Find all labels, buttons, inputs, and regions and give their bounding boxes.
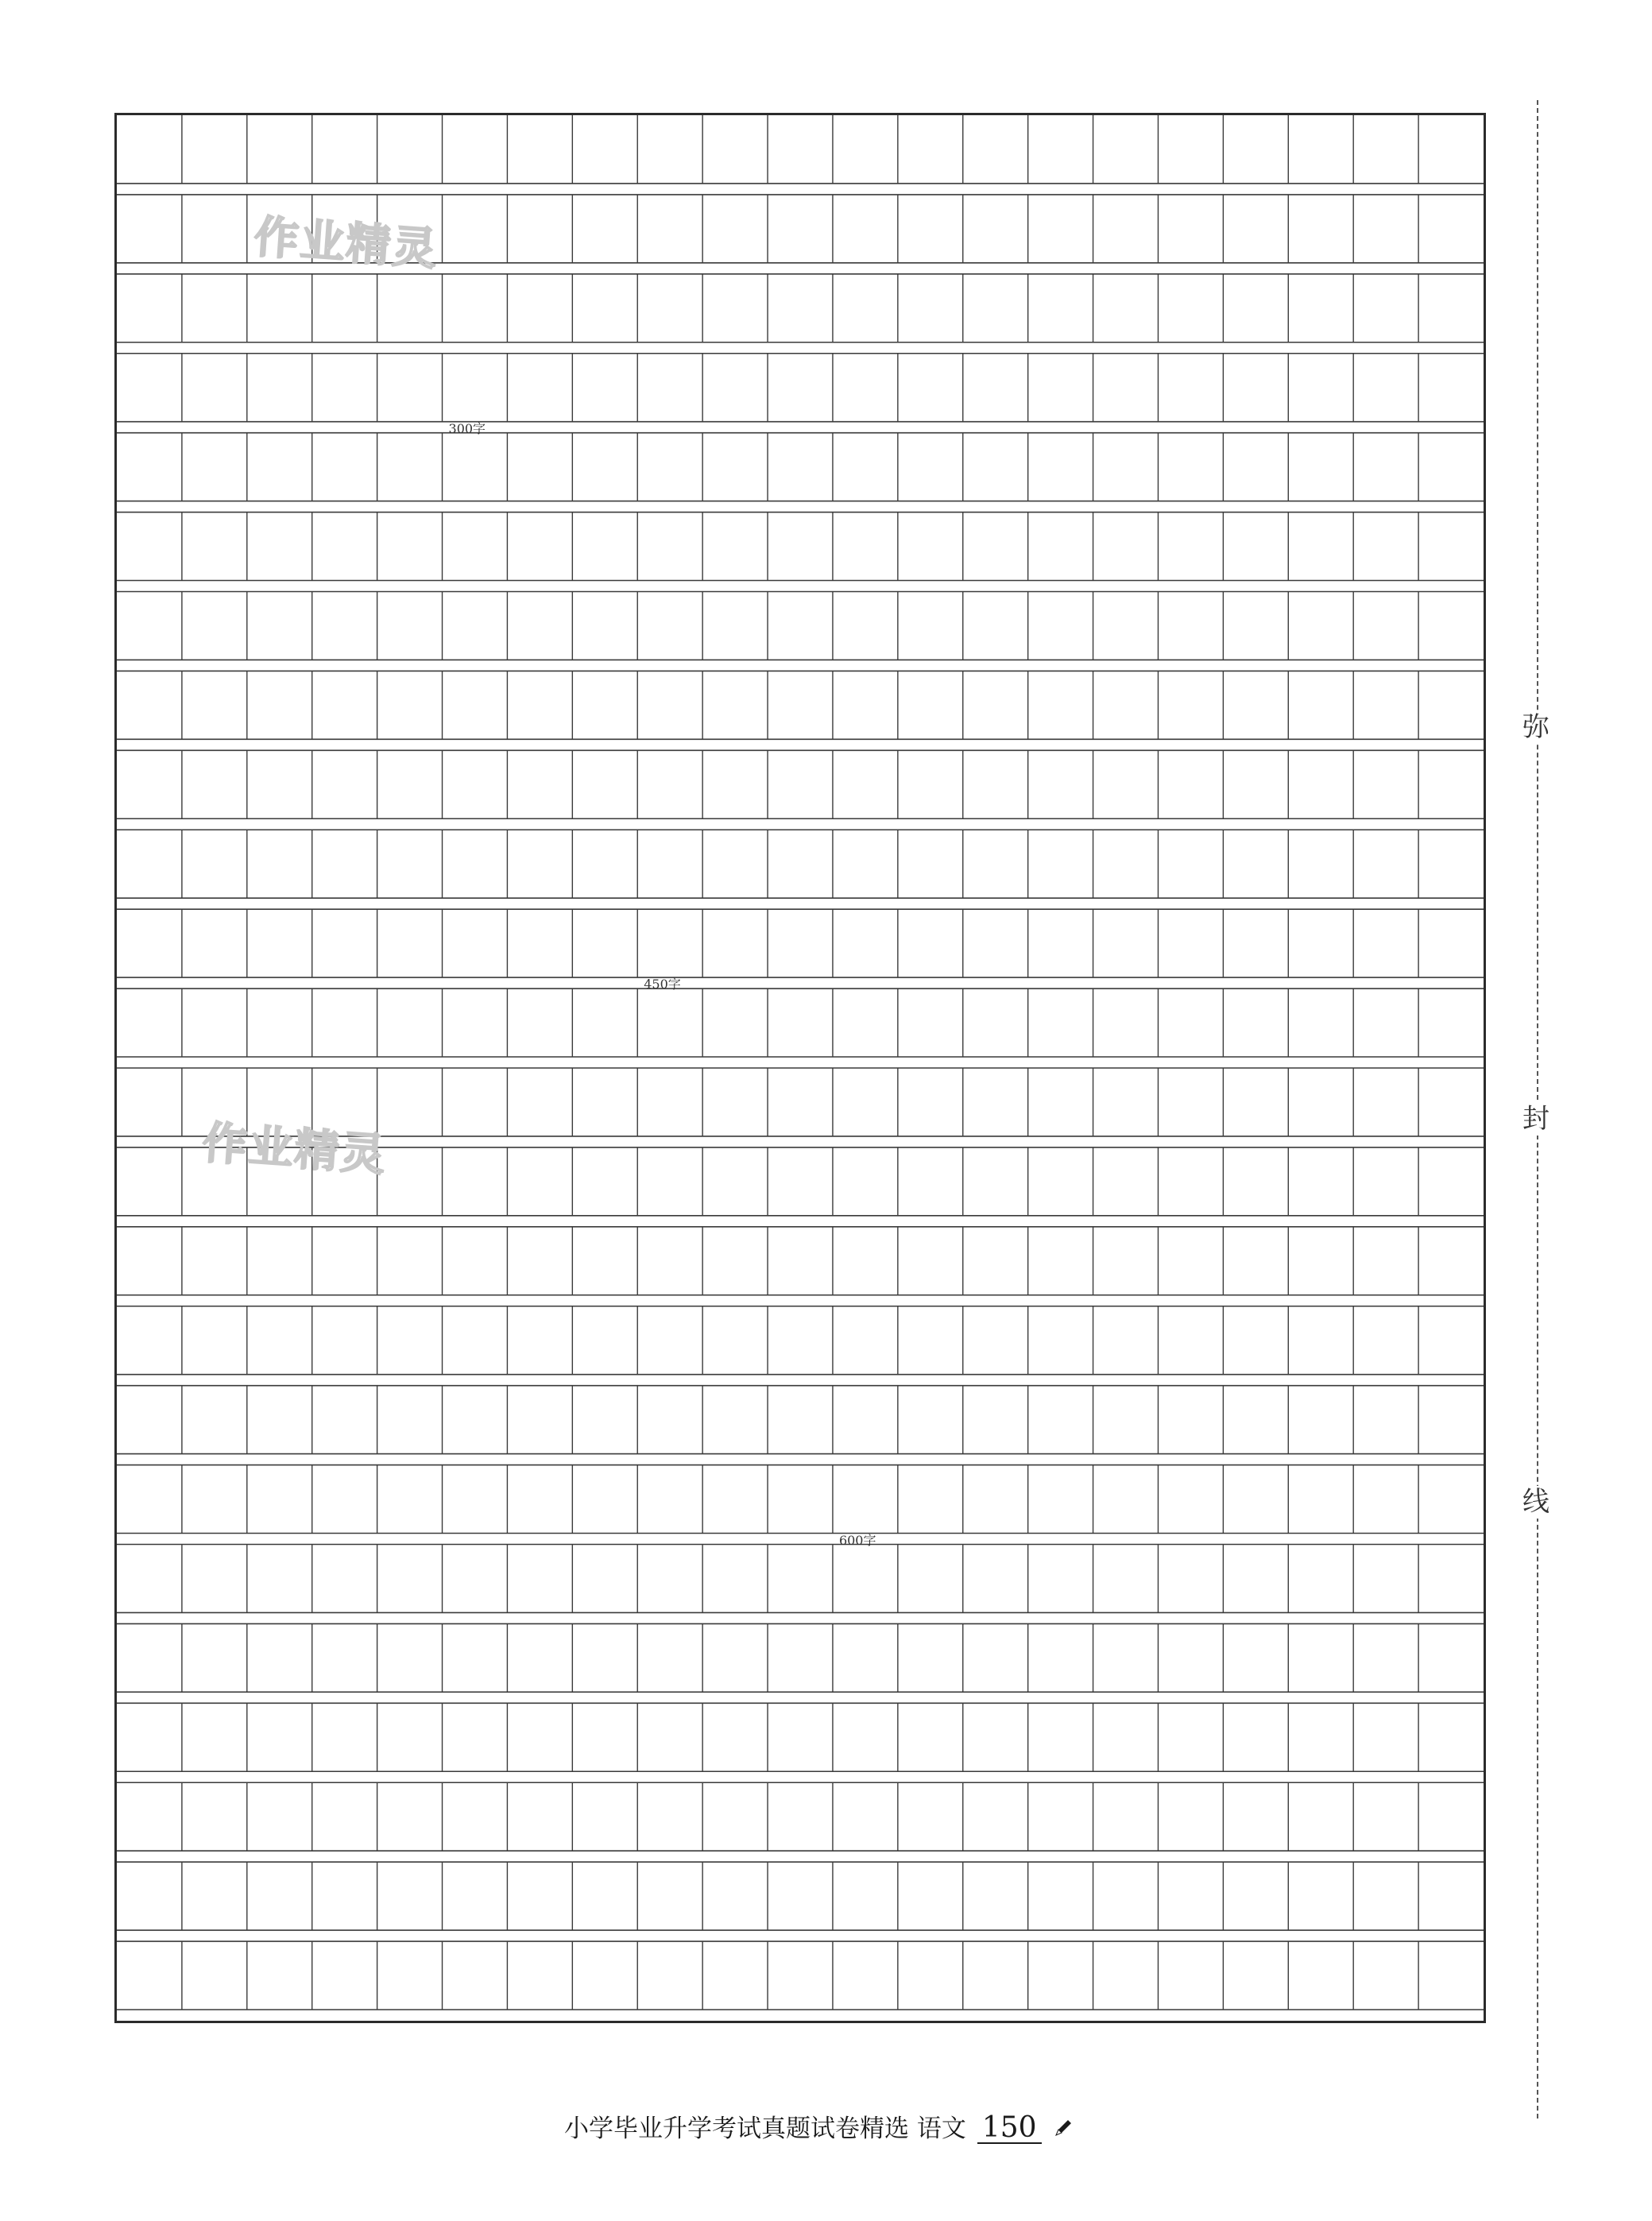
composition-grid <box>114 113 1486 2023</box>
binding-label-feng: 封 <box>1516 1103 1556 1136</box>
watermark-top: 作业精灵 <box>252 211 440 277</box>
book-title: 小学毕业升学考试真题试卷精选 语文 <box>564 2115 966 2143</box>
binding-label-xian: 线 <box>1516 1486 1556 1519</box>
word-count-marker-300: 300字 <box>448 420 486 436</box>
grid-lines <box>117 115 1484 2021</box>
page-number: 150 <box>977 2114 1042 2144</box>
word-count-marker-450: 450字 <box>644 977 681 992</box>
watermark-middle: 作业精灵 <box>200 1116 389 1182</box>
page-footer <box>564 2108 1074 2148</box>
binding-label-mi: 弥 <box>1516 711 1556 744</box>
word-count-marker-600: 600字 <box>838 1532 876 1548</box>
pencil-icon <box>1053 2118 1074 2138</box>
